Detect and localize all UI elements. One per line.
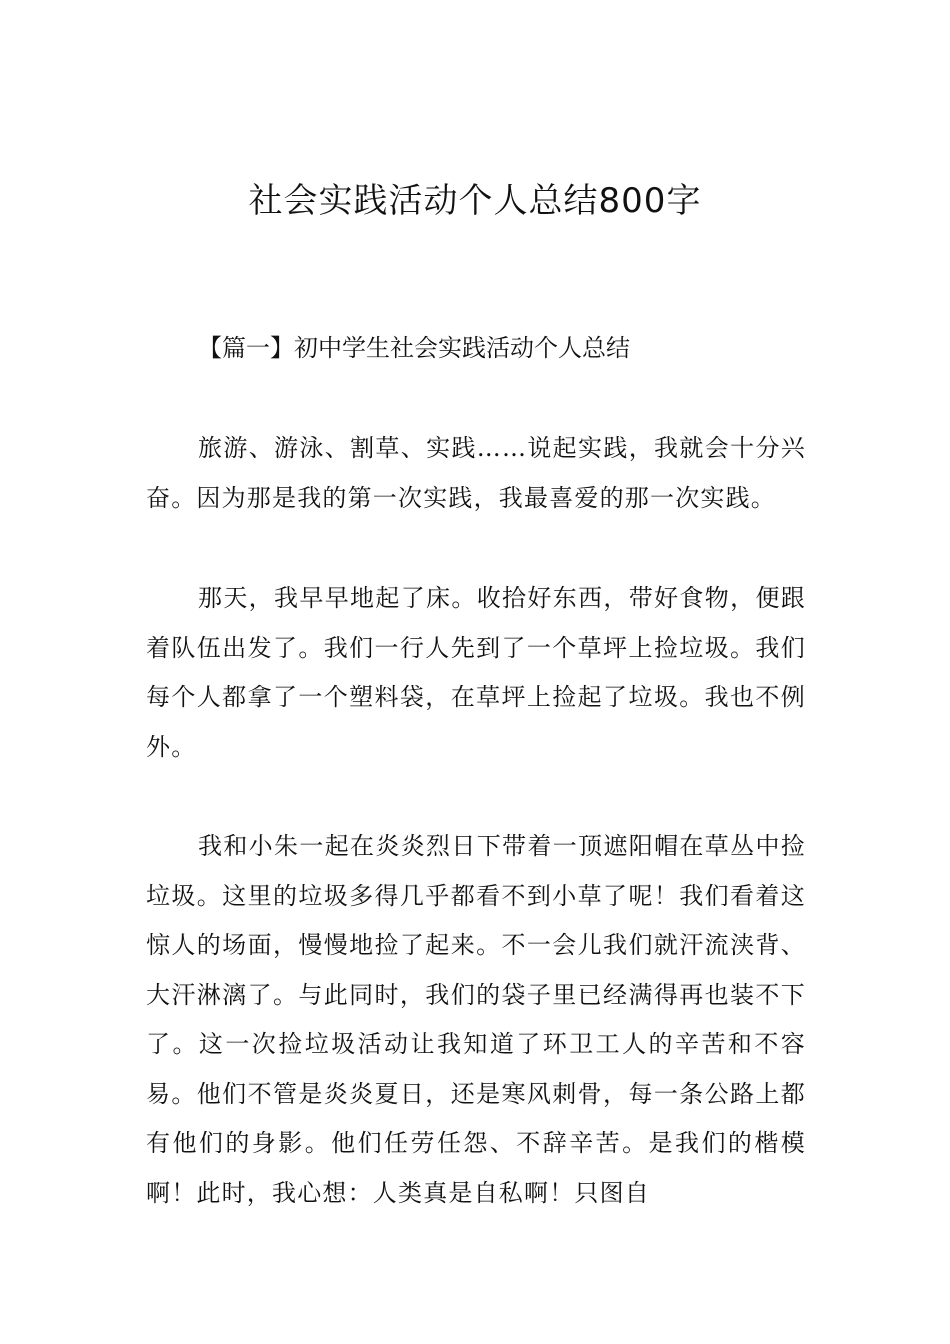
document-title: 社会实践活动个人总结800字 <box>248 181 702 221</box>
section-heading: 【篇一】初中学生社会实践活动个人总结 <box>198 334 630 362</box>
paragraph-1: 旅游、游泳、割草、实践……说起实践，我就会十分兴奋。因为那是我的第一次实践，我最喜爱的那一次实践。 <box>146 434 806 512</box>
paragraph-2: 那天，我早早地起了床。收拾好东西，带好食物，便跟着队伍出发了。我们一行人先到了一个草坪上捡垃圾。我们每个人都拿了一个塑料袋，在草坪上捡起了垃圾。我也不例外。 <box>146 584 806 761</box>
paragraph-3: 我和小朱一起在炎炎烈日下带着一顶遮阳帽在草丛中捡垃圾。这里的垃圾多得几乎都看不到小草了呢！我们看着这惊人的场面，慢慢地捡了起来。不一会儿我们就汗流浃背、大汗淋漓了。与此同时，我们的袋子里已经满得再也装不下了。这一次捡垃圾活动让我知道了环卫工人的辛苦和不容易。他们不管是炎炎夏日，还是寒风刺骨，每一条公路上都有他们的身影。他们任劳任怨、不辞辛苦。是我们的楷模啊！此时，我心想：人类真是自私啊！只图自 <box>146 832 806 1207</box>
